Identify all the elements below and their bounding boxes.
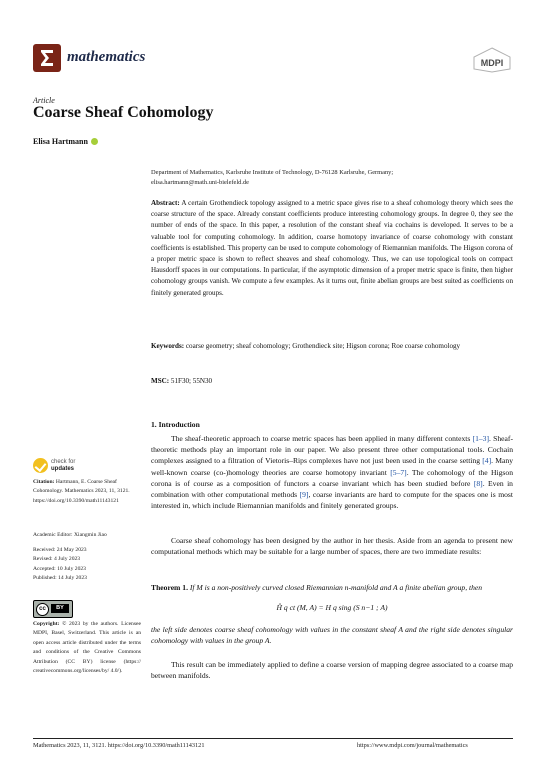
- text-run: . Sheaf-theoretic methods play an important role in our paper. We also present three other computational tools. Cochain complexes assigned to a filtration of Vietoris–Rips complexes have not just been used in the coarse setting: [151, 434, 513, 466]
- text-run: , coarse invariants are hard to compute for the spaces one is most interested in, which include Riemannian manifolds and finitely generated groups.: [151, 490, 513, 511]
- footer-divider: [33, 738, 513, 739]
- citation-block: [33, 478, 141, 506]
- text-run: The sheaf-theoretic approach to coarse metric spaces has been applied in many different contexts: [171, 434, 473, 443]
- copyright-notice: [33, 620, 141, 676]
- theorem-statement: If M is a non-positively curved closed Riemannian n-manifold and A a finite abelian group, then: [189, 583, 483, 592]
- copyright-text: © 2023 by the authors. Licensee MDPI, Basel, Switzerland. This article is an open access article distributed under the terms and conditions of the Creative Commons Attribution (CC BY) license (https:// creativecommons.org/licenses/by/ 4.0/).: [33, 621, 141, 675]
- date-received: Received: 24 May 2023: [33, 547, 87, 553]
- text-run: . Even in combination with other computational methods: [151, 478, 513, 500]
- abstract: [151, 198, 513, 299]
- cc-mark: cc: [36, 603, 49, 616]
- theorem-formula: Ĥ q ct (M, A) = H q sing (S n−1 ; A): [276, 603, 388, 612]
- academic-editor: Academic Editor: Xiangmin Jiao: [33, 532, 107, 538]
- check-for-updates[interactable]: [33, 458, 93, 478]
- cc-by-mark: BY: [51, 604, 69, 613]
- updates-text: [51, 459, 75, 473]
- date-accepted: Accepted: 10 July 2023: [33, 565, 86, 572]
- author-name: Elisa Hartmann: [33, 137, 88, 146]
- copyright-label: Copyright:: [33, 621, 60, 627]
- theorem-label: Theorem 1.: [151, 583, 188, 592]
- updates-check-icon: [33, 458, 48, 473]
- journal-name: mathematics: [67, 49, 146, 65]
- citation-link[interactable]: [4]: [482, 456, 492, 466]
- mdpi-logo-icon: [472, 47, 512, 73]
- citation-link[interactable]: [1–3]: [472, 434, 490, 443]
- intro-paragraph-2: Coarse sheaf cohomology has been designed by the author in her thesis. Aside from an agenda to present new computational methods which may be suitable for a large number of spaces, there are two immediate results:: [151, 536, 513, 557]
- msc-label: MSC:: [151, 377, 170, 385]
- msc-codes: [151, 376, 513, 387]
- text-run: . The cohomology of the Higson corona is of course as a composition of functors a coarse invariant which has been studied before: [151, 467, 513, 488]
- orcid-icon[interactable]: [91, 138, 98, 145]
- author-line: [33, 137, 98, 146]
- abstract-text: A certain Grothendieck topology assigned to a metric space gives rise to a sheaf cohomology theory which sees the coarse structure of the space. Already constant coefficients produce interesting cohomology groups. In degree 0, they see the number of ends of the space. In this paper, a resolution of the constant sheaf via cochains is developed. It serves to be a valuable tool for computing cohomology. In addition, coarse homotopy invariance of coarse cohomology with constant coefficients is established. This property can be used to compute cohomology of Riemannian manifolds. The Higson corona of a proper metric space is shown to reflect sheaves and sheaf cohomology. Thus, we can use topological tools on compact Hausdorff spaces in our computations. In particular, if the asymptotic dimension of a proper metric space is finite, then higher cohomology groups vanish. We compute a few examples. As it turns out, finite abelian groups are best suited as coefficients on finitely generated groups.: [151, 199, 513, 297]
- section-heading: 1. Introduction: [151, 420, 200, 429]
- theorem-remark: the left side denotes coarse sheaf cohomology with values in the constant sheaf A and the right side denotes singular cohomology with values in the group A.: [151, 625, 513, 646]
- affiliation-line: Department of Mathematics, Karlsruhe Institute of Technology, D-76128 Karlsruhe, Germany;: [151, 169, 394, 176]
- keywords-label: Keywords:: [151, 342, 185, 350]
- publication-dates: [33, 546, 141, 584]
- keywords: [151, 341, 513, 352]
- cc-license-icon[interactable]: [33, 600, 73, 618]
- article-title: Coarse Sheaf Cohomology: [33, 104, 214, 121]
- affiliation: [151, 168, 513, 187]
- keywords-text: coarse geometry; sheaf cohomology; Grothendieck site; Higson corona; Roe coarse cohomology: [185, 342, 461, 350]
- intro-paragraph-1: [151, 433, 513, 511]
- footer-journal-url[interactable]: https://www.mdpi.com/journal/mathematics: [357, 742, 468, 749]
- footer-citation[interactable]: Mathematics 2023, 11, 3121. https://doi.org/10.3390/math11143121: [33, 742, 205, 749]
- citation-link[interactable]: [8]: [473, 478, 483, 488]
- citation-label: Citation:: [33, 479, 55, 485]
- updates-line-1: check for: [51, 459, 76, 465]
- article-type: Article: [33, 96, 55, 105]
- theorem-1: [151, 582, 513, 593]
- abstract-label: Abstract:: [151, 199, 180, 207]
- text-run: . Many well-known coarse (co-)homology theories are coarse homotopy invariant: [151, 456, 513, 477]
- citation-link[interactable]: [9]: [299, 490, 309, 500]
- msc-text: 51F30; 55N30: [170, 377, 213, 385]
- mdpi-logo-text: MDPI: [480, 58, 504, 68]
- intro-paragraph-3: This result can be immediately applied to define a coarse version of mapping degree associated to a coarse map between manifolds.: [151, 660, 513, 681]
- date-revised: Revised: 4 July 2023: [33, 556, 81, 563]
- journal-logo: [33, 44, 61, 72]
- sigma-icon: [33, 44, 61, 72]
- author-email[interactable]: elisa.hartmann@math.uni-bielefeld.de: [151, 178, 249, 186]
- date-published: Published: 14 July 2023: [33, 575, 87, 582]
- citation-link[interactable]: [5–7]: [390, 467, 407, 477]
- updates-line-2: updates: [51, 466, 75, 472]
- citation-text: Hartmann, E. Coarse Sheaf Cohomology. Mathematics 2023, 11, 3121. https://doi.org/10.3390/math11143121: [33, 479, 130, 504]
- mdpi-logo[interactable]: [472, 47, 512, 73]
